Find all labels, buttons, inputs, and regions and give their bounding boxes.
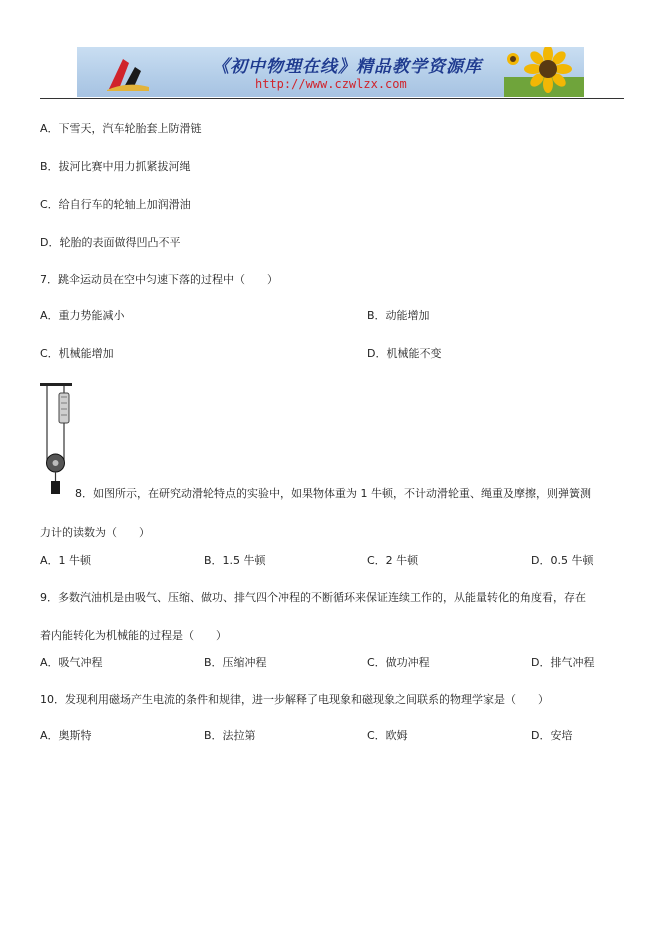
q9-option-a: A．吸气冲程: [40, 656, 103, 669]
q7-stem: 7．跳伞运动员在空中匀速下落的过程中（ ）: [40, 273, 278, 286]
sunflower-icon: [504, 47, 584, 97]
q8-option-c: C．2 牛顿: [367, 554, 419, 567]
site-logo-icon: [105, 53, 151, 93]
q10-option-a: A．奥斯特: [40, 729, 92, 742]
q6-option-a: A．下雪天，汽车轮胎套上防滑链: [40, 122, 202, 135]
q7-option-c: C．机械能增加: [40, 347, 114, 360]
q8-option-d: D．0.5 牛顿: [531, 554, 594, 567]
q6-option-d: D．轮胎的表面做得凹凸不平: [40, 236, 181, 249]
q9-stem-line1: 9．多数汽油机是由吸气、压缩、做功、排气四个冲程的不断循环来保证连续工作的，从能量转化的角度看，存在: [40, 591, 586, 604]
q10-stem: 10．发现利用磁场产生电流的条件和规律，进一步解释了电现象和磁现象之间联系的物理学家是（ ）: [40, 693, 549, 706]
q9-stem-line2: 着内能转化为机械能的过程是（ ）: [40, 629, 227, 642]
q6-option-b: B．拔河比赛中用力抓紧拔河绳: [40, 160, 191, 173]
q9-option-c: C．做功冲程: [367, 656, 430, 669]
pulley-spring-scale-figure: [38, 381, 74, 497]
header-rule: [40, 98, 624, 99]
q10-option-b: B．法拉第: [204, 729, 256, 742]
q9-option-d: D．排气冲程: [531, 656, 595, 669]
banner-url: http://www.czwlzx.com: [255, 77, 407, 91]
q6-option-c: C．给自行车的轮轴上加润滑油: [40, 198, 191, 211]
q8-stem-line1: 8．如图所示，在研究动滑轮特点的实验中，如果物体重为 1 牛顿，不计动滑轮重、绳重及摩擦，则弹簧测: [75, 487, 591, 500]
q10-option-c: C．欧姆: [367, 729, 408, 742]
q7-option-a: A．重力势能减小: [40, 309, 125, 322]
q8-option-b: B．1.5 牛顿: [204, 554, 266, 567]
banner-title: 《初中物理在线》精品教学资源库: [212, 57, 482, 77]
q9-option-b: B．压缩冲程: [204, 656, 267, 669]
q8-option-a: A．1 牛顿: [40, 554, 92, 567]
q7-option-b: B．动能增加: [367, 309, 430, 322]
q10-option-d: D．安培: [531, 729, 573, 742]
q8-stem-line2: 力计的读数为（ ）: [40, 526, 150, 539]
q7-option-d: D．机械能不变: [367, 347, 442, 360]
header-banner: [77, 47, 584, 97]
